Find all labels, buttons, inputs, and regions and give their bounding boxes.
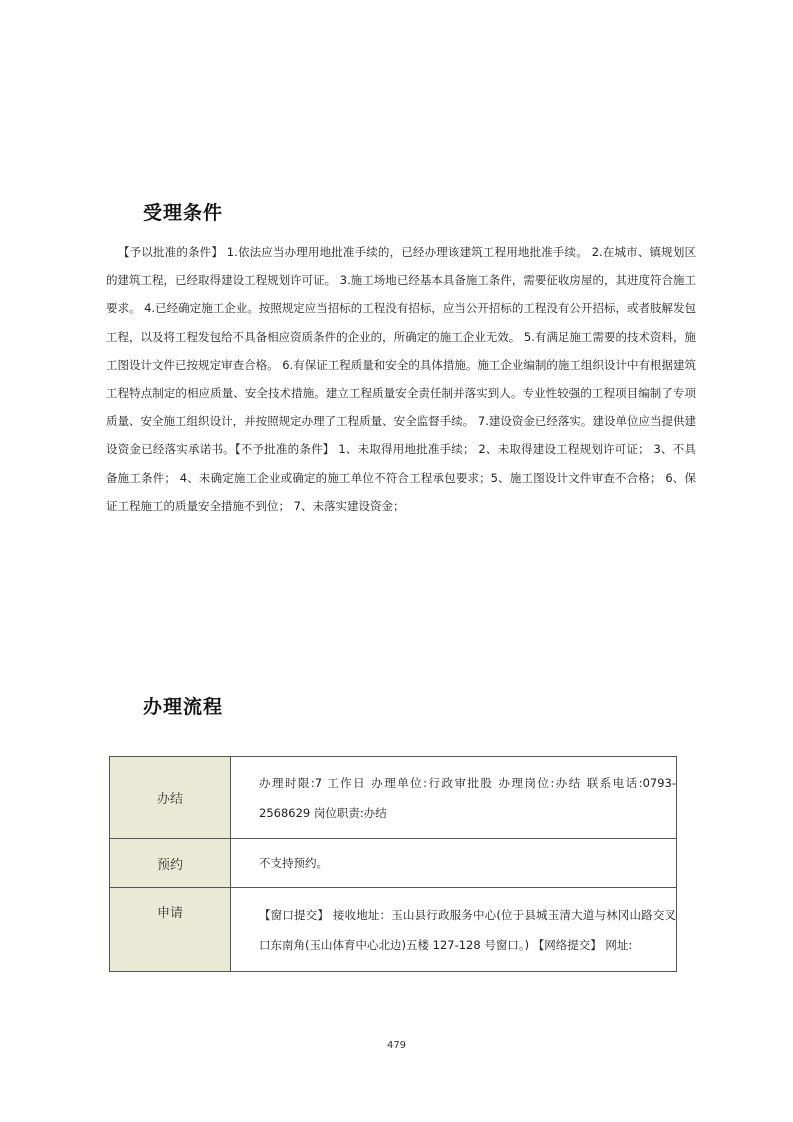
- table-row: [110, 839, 677, 888]
- process-table: [109, 756, 677, 972]
- table-row: [110, 888, 677, 972]
- row-value-completion: 办理时限:7 工作日 办理单位:行政审批股 办理岗位:办结 联系电话:0793-2568629 岗位职责:办结: [231, 757, 677, 839]
- row-value-appointment: 不支持预约。: [231, 839, 677, 888]
- section-title-conditions: 受理条件: [143, 202, 224, 224]
- row-label-completion: 办结: [110, 757, 231, 839]
- table-row: [110, 757, 677, 839]
- conditions-paragraph: 【予以批准的条件】 1.依法应当办理用地批准手续的，已经办理该建筑工程用地批准手续。 2.在城市、镇规划区的建筑工程，已经取得建设工程规划许可证。 3.施工场地已经基本具备施工条件，需要征收房屋的，其进度符合施工要求。 4.已经确定施工企业。按照规定应当招标的工程没有招标，应当公开招标的工程没有公开招标，或者肢解发包工程，以及将工程发包给不具备相应资质条件的企业的，所确定的施工企业无效。 5.有满足施工需要的技术资料，施工图设计文件已按规定审查合格。 6.有保证工程质量和安全的具体措施。施工企业编制的施工组织设计中有根据建筑工程特点制定的相应质量、安全技术措施。建立工程质量安全责任制并落实到人。专业性较强的工程项目编制了专项质量、安全施工组织设计，并按照规定办理了工程质量、安全监督手续。 7.建设资金已经落实。建设单位应当提供建设资金已经落实承诺书。【不予批准的条件】 1、未取得用地批准手续； 2、未取得建设工程规划许可证； 3、不具备施工条件； 4、未确定施工企业或确定的施工单位不符合工程承包要求；5、施工图设计文件审查不合格； 6、保证工程施工的质量安全措施不到位； 7、未落实建设资金；: [106, 245, 696, 513]
- row-value-application: 【窗口提交】 接收地址：玉山县行政服务中心(位于县城玉清大道与林冈山路交叉口东南角(玉山体育中心北边)五楼 127-128 号窗口。) 【网络提交】 网址:: [231, 888, 677, 972]
- row-label-application: 申请: [110, 888, 231, 972]
- page-number: 479: [386, 1040, 407, 1051]
- row-label-appointment: 预约: [110, 839, 231, 888]
- section-title-process: 办理流程: [143, 696, 224, 718]
